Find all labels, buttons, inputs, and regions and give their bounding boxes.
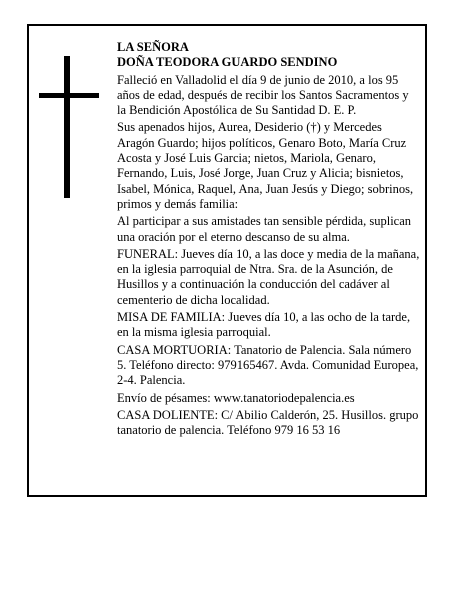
family-list: Sus apenados hijos, Aurea, Desiderio (†) y Mercedes Aragón Guardo; hijos políticos, Genaro Boto, María Cruz Acosta y José Luis Garcia; nietos, Mariola, Genaro, Fernando, Luis, José Jorge, Juan Cruz y Alicia; bisnietos, Isabel, Mónica, Raquel, Ana, Juan Jesús y Diego; sobrinos, primos y demás familia: [117, 120, 414, 211]
cross-vertical-bar [64, 56, 70, 198]
prayer-request: Al participar a sus amistades tan sensible pérdida, suplican una oración por el eterno descanso de su alma. [117, 214, 412, 244]
death-announcement: Falleció en Valladolid el día 9 de junio de 2010, a los 95 años de edad, después de recibir los Santos Sacramentos y la Bendición Apostólica de Su Santidad D. E. P. [117, 72, 409, 118]
family-home-details: CASA DOLIENTE: C/ Abilio Calderón, 25. Husillos. grupo tanatorio de palencia. Teléfono 979 16 53 16 [117, 407, 419, 438]
condolences-website: Envío de pésames: www.tanatoriodepalencia.es [117, 390, 355, 405]
cross-icon [39, 56, 101, 198]
funeral-home-details: CASA MORTUORIA: Tanatorio de Palencia. Sala número 5. Teléfono directo: 979165467. Avda. Comunidad Europea, 2-4. Palencia. [117, 342, 419, 388]
heading-title: LA SEÑORA [117, 40, 189, 54]
obituary-heading [117, 40, 420, 71]
family-mass-details: MISA DE FAMILIA: Jueves día 10, a las ocho de la tarde, en la misma iglesia parroquial. [117, 310, 411, 340]
cross-horizontal-bar [39, 93, 99, 98]
heading-deceased-name: DOÑA TEODORA GUARDO SENDINO [117, 55, 338, 70]
obituary-notice [27, 24, 427, 497]
obituary-text [117, 40, 420, 440]
funeral-details: FUNERAL: Jueves día 10, a las doce y media de la mañana, en la iglesia parroquial de Ntra. Sra. de la Asunción, de Husillos y a continuación la conducción del cadáver al cementerio de dicha localidad. [117, 246, 420, 307]
